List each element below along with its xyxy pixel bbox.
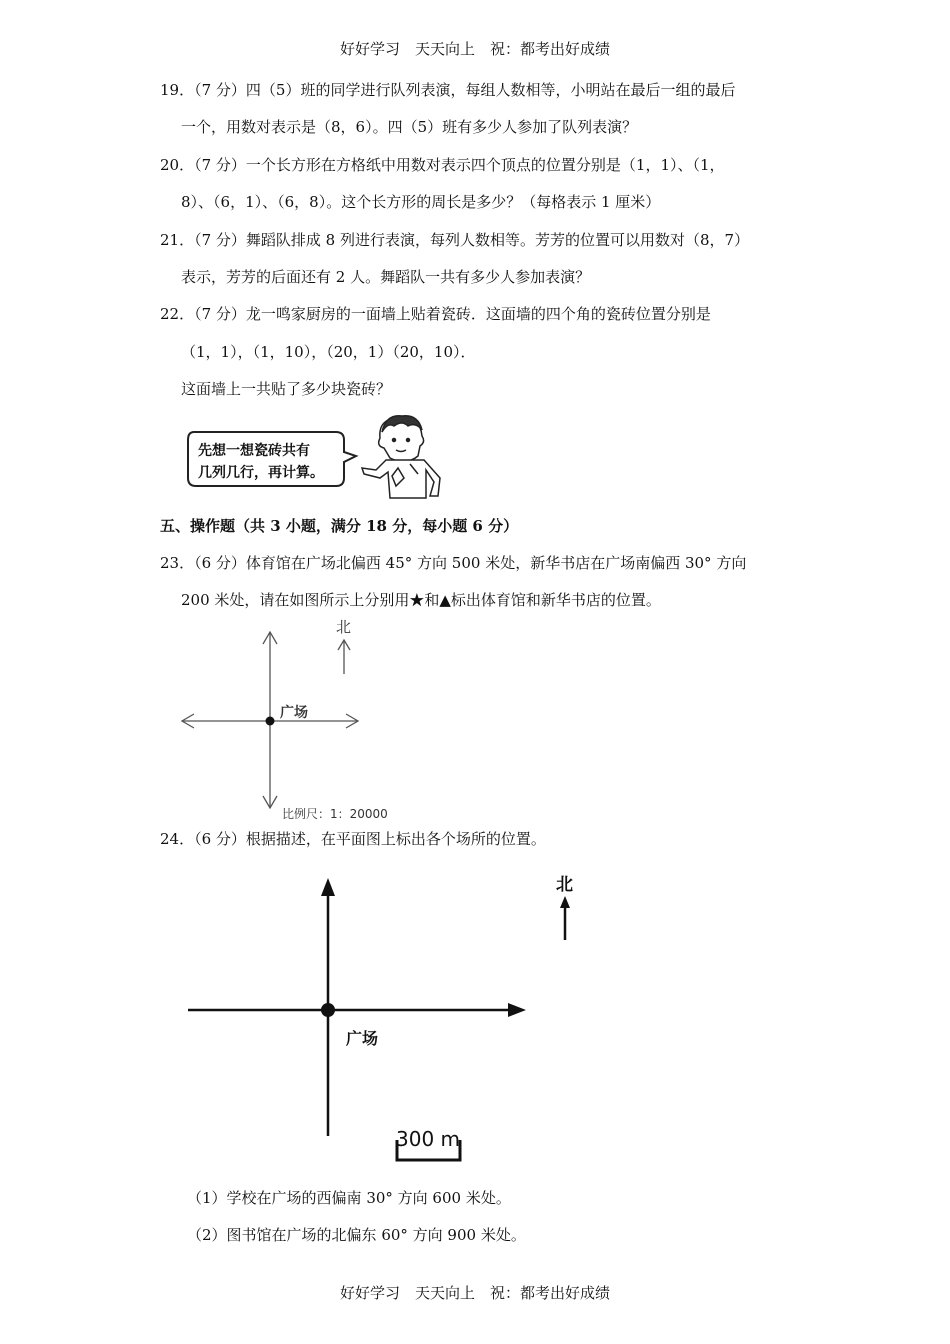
q24-diagram bbox=[180, 868, 600, 1168]
q20-line2: 8）、（6，1）、（6，8）。这个长方形的周长是多少？（每格表示 1 厘米） bbox=[181, 193, 661, 211]
q22-line3: 这面墙上一共贴了多少块瓷砖？ bbox=[181, 380, 392, 398]
q23-diagram bbox=[170, 612, 430, 824]
tip-illustration bbox=[180, 412, 450, 506]
q23-scale-label: 比例尺：1：20000 bbox=[282, 807, 388, 821]
q21-line1: 21．（7 分）舞蹈队排成 8 列进行表演，每列人数相等。芳芳的位置可以用数对（8，7） bbox=[160, 231, 750, 249]
q23-center-dot bbox=[266, 717, 275, 726]
bubble-line1: 先想一想瓷砖共有 bbox=[198, 443, 310, 459]
page-header: 好好学习 天天向上 祝：都考出好成绩 bbox=[339, 40, 610, 58]
q22-line1: 22．（7 分）龙一鸣家厨房的一面墙上贴着瓷砖．这面墙的四个角的瓷砖位置分别是 bbox=[160, 305, 711, 323]
boy-illustration bbox=[362, 416, 440, 498]
q24-center-dot bbox=[321, 1003, 335, 1017]
q19-line1: 19．（7 分）四（5）班的同学进行队列表演，每组人数相等，小明站在最后一组的最后 bbox=[160, 81, 736, 99]
q22-line2: （1，1），（1，10），（20，1）（20，10）． bbox=[181, 343, 476, 361]
q24-sub1: （1）学校在广场的西偏南 30° 方向 600 米处。 bbox=[187, 1189, 511, 1207]
q23-north-label: 北 bbox=[336, 618, 352, 636]
q24-north-label: 北 bbox=[556, 875, 573, 895]
q19-line2: 一个，用数对表示是（8，6）。四（5）班有多少人参加了队列表演？ bbox=[181, 118, 638, 136]
page-footer: 好好学习 天天向上 祝：都考出好成绩 bbox=[339, 1284, 610, 1302]
q23-line1: 23．（6 分）体育馆在广场北偏西 45° 方向 500 米处，新华书店在广场南偏西 30° 方向 bbox=[160, 554, 747, 572]
q24-north-arrow-icon bbox=[560, 896, 570, 908]
q23-line2: 200 米处，请在如图所示上分别用★和▲标出体育馆和新华书店的位置。 bbox=[181, 591, 661, 609]
q24-arrow-up-icon bbox=[321, 878, 335, 896]
bubble-line2: 几列几行，再计算。 bbox=[198, 465, 324, 481]
q24-sub2: （2）图书馆在广场的北偏东 60° 方向 900 米处。 bbox=[187, 1226, 526, 1244]
q24-arrow-right-icon bbox=[508, 1003, 526, 1017]
q24-scale-label: 300 m bbox=[396, 1127, 461, 1151]
q20-line1: 20．（7 分）一个长方形在方格纸中用数对表示四个顶点的位置分别是（1，1）、（1， bbox=[160, 156, 725, 174]
q23-center-label: 广场 bbox=[280, 705, 308, 721]
q21-line2: 表示，芳芳的后面还有 2 人。舞蹈队一共有多少人参加表演？ bbox=[181, 268, 591, 286]
q24-line1: 24．（6 分）根据描述，在平面图上标出各个场所的位置。 bbox=[160, 830, 546, 848]
q24-center-label: 广场 bbox=[346, 1029, 379, 1048]
section-five-title: 五、操作题（共 3 小题，满分 18 分，每小题 6 分） bbox=[160, 517, 519, 535]
